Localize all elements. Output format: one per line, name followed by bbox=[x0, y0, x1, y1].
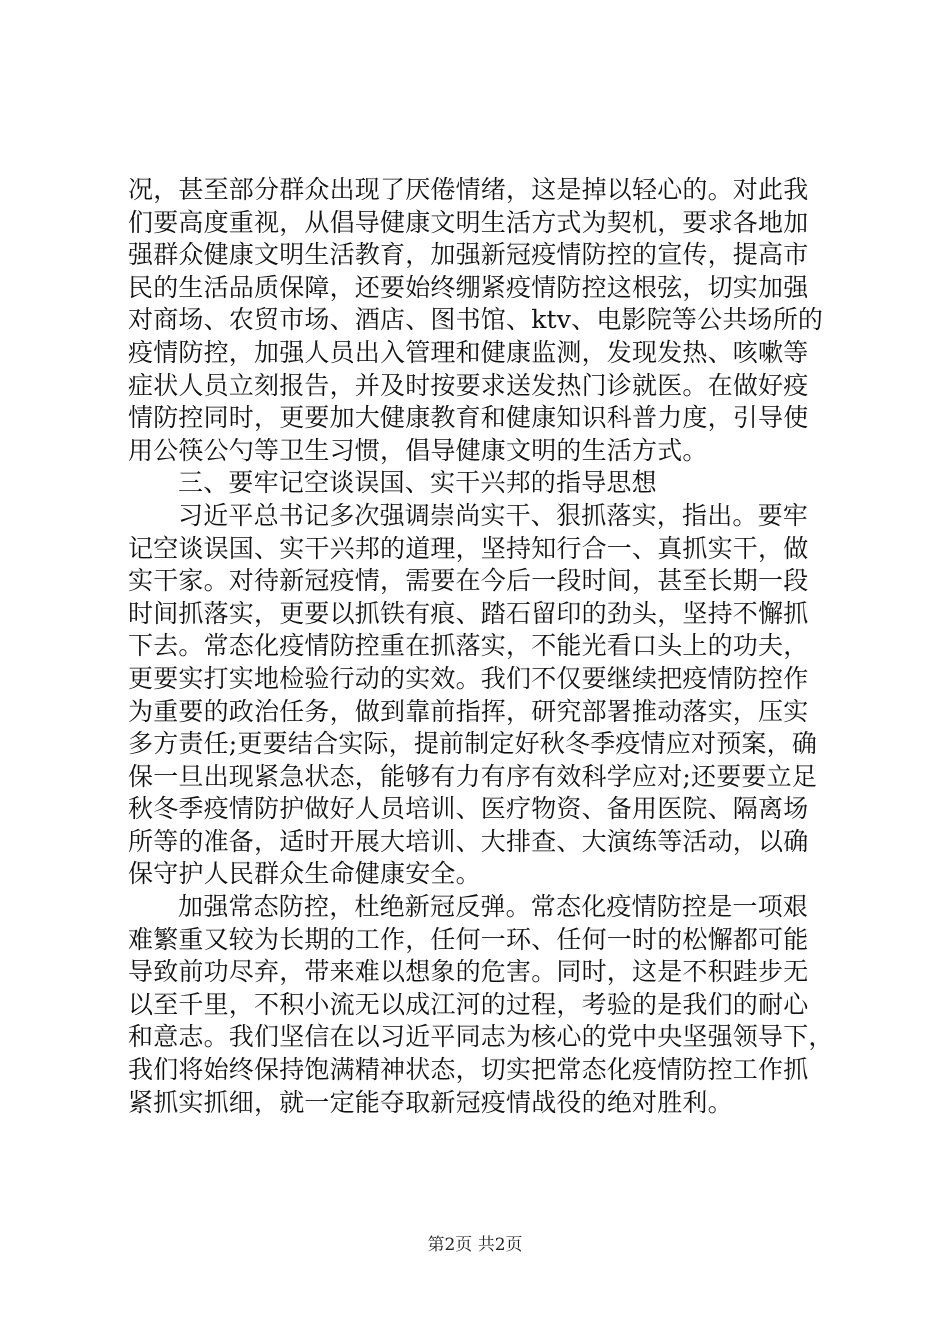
section-heading: 三、要牢记空谈误国、实干兴邦的指导思想 bbox=[178, 468, 657, 498]
body-line: 秋冬季疫情防护做好人员培训、医疗物资、备用医院、隔离场 bbox=[128, 794, 809, 824]
body-line: 民的生活品质保障，还要始终绷紧疫情防控这根弦，切实加强 bbox=[128, 272, 809, 302]
body-line: 记空谈误国、实干兴邦的道理，坚持知行合一、真抓实干，做 bbox=[128, 533, 809, 563]
body-line: 实干家。对待新冠疫情，需要在今后一段时间，甚至长期一段 bbox=[128, 566, 809, 596]
body-line: 难繁重又较为长期的工作，任何一环、任何一时的松懈都可能 bbox=[128, 924, 809, 954]
body-line: 况，甚至部分群众出现了厌倦情绪，这是掉以轻心的。对此我 bbox=[128, 175, 809, 204]
body-line: 所等的准备，适时开展大培训、大排查、大演练等活动，以确 bbox=[128, 826, 809, 856]
body-line: 更要实打实地检验行动的实效。我们不仅要继续把疫情防控作 bbox=[128, 663, 809, 693]
document-body bbox=[128, 174, 834, 1119]
body-line: 以至千里，不积小流无以成江河的过程，考验的是我们的耐心 bbox=[128, 989, 809, 1019]
body-line: 为重要的政治任务，做到靠前指挥，研究部署推动落实，压实 bbox=[128, 696, 809, 726]
body-line: 对商场、农贸市场、酒店、图书馆、ktv、电影院等公共场所的 bbox=[128, 305, 824, 335]
body-line: 导致前功尽弃，带来难以想象的危害。同时，这是不积跬步无 bbox=[128, 957, 809, 987]
body-line: 多方责任;更要结合实际，提前制定好秋冬季疫情应对预案，确 bbox=[128, 729, 818, 759]
body-line: 保一旦出现紧急状态，能够有力有序有效科学应对;还要要立足 bbox=[128, 761, 818, 791]
body-line: 时间抓落实，更要以抓铁有痕、踏石留印的劲头，坚持不懈抓 bbox=[128, 598, 809, 628]
body-line: 用公筷公勺等卫生习惯，倡导健康文明的生活方式。 bbox=[128, 435, 708, 465]
body-line: 们要高度重视，从倡导健康文明生活方式为契机，要求各地加 bbox=[128, 207, 809, 237]
body-line: 保守护人民群众生命健康安全。 bbox=[128, 859, 481, 889]
body-line: 我们将始终保持饱满精神状态，切实把常态化疫情防控工作抓 bbox=[128, 1055, 809, 1085]
body-line: 疫情防控，加强人员出入管理和健康监测，发现发热、咳嗽等 bbox=[128, 337, 809, 367]
body-line: 情防控同时，更要加大健康教育和健康知识科普力度，引导使 bbox=[128, 403, 809, 433]
page-footer bbox=[0, 1234, 950, 1256]
body-line: 强群众健康文明生活教育，加强新冠疫情防控的宣传，提高市 bbox=[128, 240, 809, 270]
body-line: 症状人员立刻报告，并及时按要求送发热门诊就医。在做好疫 bbox=[128, 370, 809, 400]
page-number: 第2页 共2页 bbox=[427, 1235, 523, 1255]
body-line: 和意志。我们坚信在以习近平同志为核心的党中央坚强领导下， bbox=[128, 1022, 834, 1052]
body-line: 加强常态防控，杜绝新冠反弹。常态化疫情防控是一项艰 bbox=[178, 892, 809, 922]
body-line: 紧抓实抓细，就一定能夺取新冠疫情战役的绝对胜利。 bbox=[128, 1087, 733, 1117]
body-line: 习近平总书记多次强调崇尚实干、狠抓落实，指出。要牢 bbox=[178, 500, 809, 530]
body-line: 下去。常态化疫情防控重在抓落实，不能光看口头上的功夫， bbox=[128, 631, 809, 661]
